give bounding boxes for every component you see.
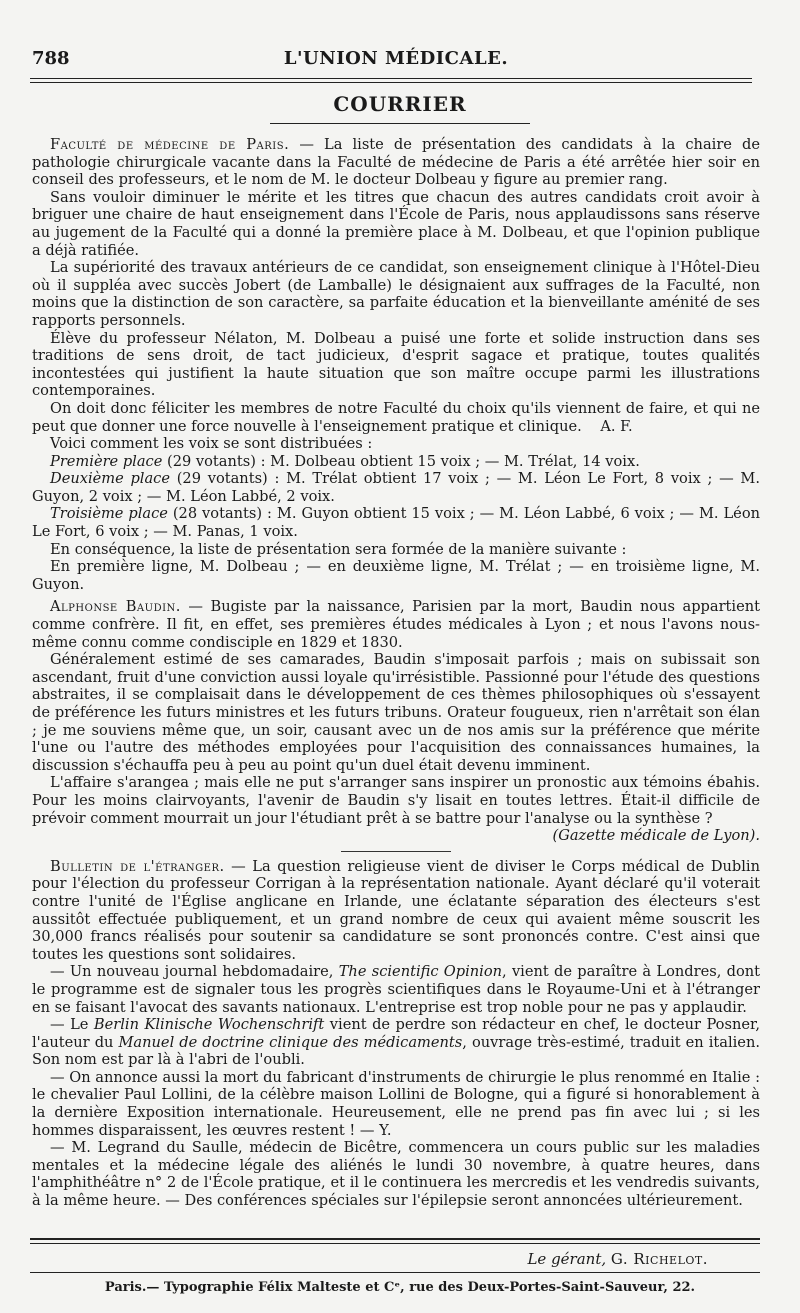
header-rule-thin: [30, 82, 752, 83]
article-body: [32, 136, 760, 1210]
vote-line: Première place (29 votants) : M. Dolbeau obtient 15 voix ; — M. Trélat, 14 voix.: [50, 452, 640, 470]
footer-rule-thin: [30, 1243, 760, 1244]
footer-rule: [30, 1238, 760, 1240]
page-header: [32, 48, 760, 74]
faculte-paragraph: Voici comment les voix se sont distribuées :: [50, 435, 373, 453]
faculte-paragraph: La supériorité des travaux antérieurs de ce candidat, son enseignement clinique à l'Hôtel-Dieu où il suppléa avec succès Jobert (de Lamballe) le désignaient aux suffrages de la Faculté, non moins que la distinction de son caractère, sa parfaite éducation et la bienveillante aménité de ses rapports personnels.: [32, 259, 760, 329]
section-title: COURRIER: [333, 92, 467, 116]
vote-line: Deuxième place (29 votants) : M. Trélat obtient 17 voix ; — M. Léon Le Fort, 8 voix ; — M. Guyon, 2 voix ; — M. Léon Labbé, 2 voix.: [32, 470, 761, 505]
running-title: L'UNION MÉDICALE.: [283, 48, 509, 69]
section-title-rule: [270, 123, 530, 124]
faculte-paragraph: Sans vouloir diminuer le mérite et les titres que chacun des autres candidats croit avoir à briguer une chaire de haut enseignement dans l'École de Paris, nous applaudissons sans réserve au jugement de la Faculté qui a donné la première place à M. Dolbeau, et que l'opinion publique a déjà ratifiée.: [32, 188, 760, 259]
baudin-lead: Alphonse Baudin.: [50, 598, 181, 616]
vote-line: Troisième place (28 votants) : M. Guyon obtient 15 voix ; — M. Léon Labbé, 6 voix ; — M. Léon Le Fort, 6 voix ; — M. Panas, 1 voix.: [32, 505, 761, 541]
faculte-paragraph: On doit donc féliciter les membres de notre Faculté du choix qu'ils viennent de faire, et qui ne peut que donner une force nouvelle à l'enseignement pratique et clinique. A. F.: [32, 399, 760, 435]
baudin-paragraph: Généralement estimé de ses camarades, Baudin s'imposait parfois ; mais on subissait son ascendant, fruit d'une conviction aussi loyale qu'irrésistible. Passionné pour l'étude des questions abstraites, il se complaisait dans le développement de ces thèmes philosophiques où s'essayent de préférence les futurs ministres et les futurs tribuns. Orateur fougueux, rien n'arrêtait son élan ; je me souviens même que, un soir, causant avec un de nos amis sur la préférence que mérite l'une ou l'autre des méthodes employées pour l'acquisition des connaissances humaines, la discussion s'échauffa peu à peu au point qu'un duel était devenu imminent.: [32, 651, 760, 774]
bulletin-paragraph: — M. Legrand du Saulle, médecin de Bicêtre, commencera un cours public sur les maladies mentales et la médecine légale des aliénés le lundi 30 novembre, à quatre heures, dans l'amphithéâtre n° 2 de l'École pratique, et il le continuera les mercredis et les vendredis suivants, à la même heure. — Des conférences spéciales sur l'épilepsie seront annoncées ultérieurement.: [32, 1139, 760, 1210]
signature: A. F.: [600, 417, 633, 435]
faculte-paragraph: Faculté de médecine de Paris. — La liste de présentation des candidats à la chaire de pathologie chirurgicale vacante dans la Faculté de médecine de Paris a été arrêtée hier soir en conseil des professeurs, et le nom de M. le docteur Dolbeau y figure au premier rang.: [32, 136, 760, 189]
separator-rule: [341, 851, 451, 852]
bulletin-paragraph: Bulletin de l'étranger. — La question religieuse vient de diviser le Corps médical de Dublin pour l'élection du professeur Corrigan à la représentation nationale. Ayant déclaré qu'il voterait contre l'unité de l'Église anglicane en Irlande, une éclatante séparation des électeurs s'est aussitôt effectuée publiquement, et un grand nombre de ceux qui avaient même souscrit les 30,000 francs réalisés pour soutenir sa candidature se sont prononcés contre. C'est ainsi que toutes les questions sont solidaires.: [32, 857, 760, 963]
source-citation: (Gazette médicale de Lyon).: [552, 827, 760, 845]
faculte-paragraph: En conséquence, la liste de présentation sera formée de la manière suivante :: [50, 540, 627, 558]
page-number: 788: [32, 48, 70, 69]
bulletin-paragraph: — On annonce aussi la mort du fabricant d'instruments de chirurgie le plus renommé en Italie : le chevalier Paul Lollini, de la célèbre maison Lollini de Bologne, qui a figuré si honorablement à la dernière Exposition internationale. Heureusement, elle ne prend pas fin avec lui ; si les hommes disparaissent, les œuvres restent ! — Y.: [32, 1068, 760, 1139]
faculte-paragraph: En première ligne, M. Dolbeau ; — en deuxième ligne, M. Trélat ; — en troisième ligne, M. Guyon.: [32, 558, 760, 593]
bulletin-paragraph: — Le Berlin Klinische Wochenschrift vient de perdre son rédacteur en chef, le docteur Posner, l'auteur du Manuel de doctrine clinique des médicaments, ouvrage très-estimé, traduit en italien. Son nom est par là à l'abri de l'oubli.: [32, 1016, 761, 1069]
header-rule: [30, 78, 752, 79]
printer-imprint: Paris.— Typographie Félix Malteste et Cᵉ, rue des Deux-Portes-Saint-Sauveur, 22.: [104, 1280, 696, 1295]
imprint-rule: [30, 1272, 760, 1273]
baudin-paragraph: Alphonse Baudin. — Bugiste par la naissance, Parisien par la mort, Baudin nous appartient comme confrère. Il fit, en effet, ses premières études médicales à Lyon ; et nous l'avons nous-même connu comme condisciple en 1829 et 1830.: [32, 598, 760, 651]
bulletin-lead: Bulletin de l'étranger.: [50, 857, 225, 875]
bulletin-paragraph: — Un nouveau journal hebdomadaire, The scientific Opinion, vient de paraître à Londres, dont le programme est de signaler tous les progrès scientifiques dans le Royaume-Uni et à l'étranger en se faisant l'avocat des savants nationaux. L'entreprise est trop noble pour ne pas y applaudir.: [32, 963, 761, 1016]
gerant-signature: Le gérant, G. Richelot.: [527, 1250, 708, 1268]
faculte-paragraph: Élève du professeur Nélaton, M. Dolbeau a puisé une forte et solide instruction dans ses traditions de sens droit, de tact judicieux, d'esprit sagace et pratique, toutes qualités incontestées qui justifient la haute situation que son maître occupe parmi les illustrations contemporaines.: [32, 329, 760, 400]
baudin-paragraph: L'affaire s'arangea ; mais elle ne put s'arranger sans inspirer un pronostic aux témoins ébahis. Pour les moins clairvoyants, l'avenir de Baudin s'y lisait en toutes lettres. Était-il difficile de prévoir comment mourrait un jour l'étudiant prêt à se battre pour l'analyse ou la synthèse ?: [32, 774, 760, 827]
faculte-lead: Faculté de médecine de Paris.: [50, 136, 290, 153]
